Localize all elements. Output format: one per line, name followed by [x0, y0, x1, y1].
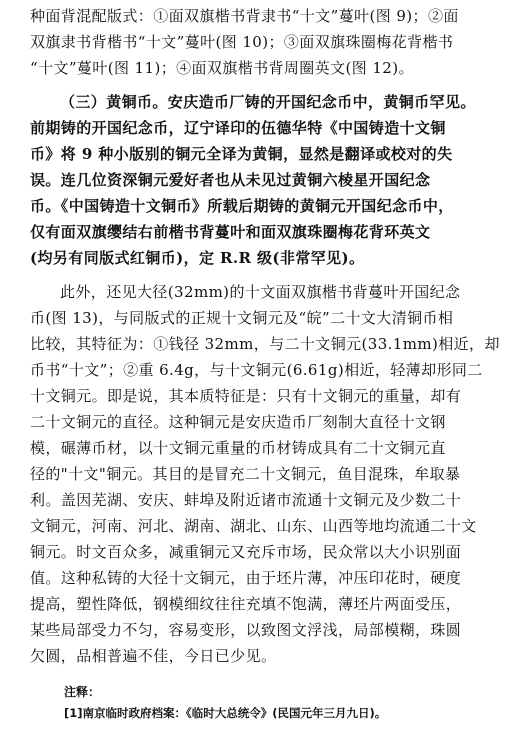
text-line: 种面背混配版式：①面双旗楷书背隶书“十文”蔓叶(图 9)；②面: [30, 7, 459, 25]
text-line: 币书“十文”；②重 6.4g，与十文铜元(6.61g)相近，轻薄却形同二: [30, 361, 483, 379]
text-line: 提高，塑性降低，钢模细纹往往充填不饱满，薄坯片两面受压，: [30, 595, 462, 613]
text-line: 误。连几位资深铜元爱好者也从未见过黄铜六棱星开国纪念: [30, 171, 431, 189]
text-line: 币》将 9 种小版别的铜元全译为黄铜，显然是翻译或校对的失: [30, 145, 453, 163]
text-line: 模，碾薄币材，以十文铜元重量的币材铸成具有二十文铜元直: [30, 439, 446, 457]
text-line: 欠圆，品相普遍不佳，今日已少见。: [30, 647, 277, 665]
text-line: 利。盖因芜湖、安庆、蚌埠及附近诸市流通十文铜元及少数二十: [30, 491, 462, 509]
note-item: [1]南京临时政府档案：《临时大总统令》(民国元年三月九日)。: [64, 706, 387, 720]
text-line: 仅有面双旗缨结右前楷书背蔓叶和面双旗珠圈梅花背环英文: [30, 223, 431, 241]
notes-title: 注释：: [64, 685, 101, 699]
text-line: (均另有同版式红铜币)，定 R.R 级(非常罕见)。: [30, 249, 365, 267]
text-line: 币(图 13)，与同版式的正规十文铜元及“皖”二十文大清铜币相: [30, 309, 454, 327]
text-line: 前期铸的开国纪念币，辽宁译印的伍德华特《中国铸造十文铜: [30, 119, 446, 137]
text-line: 文铜元，河南、河北、湖南、湖北、山东、山西等地均流通二十文: [30, 517, 477, 535]
text-line: 值。这种私铸的大径十文铜元，由于坯片薄，冲压印花时，硬度: [30, 569, 462, 587]
text-line: 某些局部受力不匀，容易变形，以致图文浮浅，局部模糊，珠圆: [30, 621, 462, 639]
text-line: 币。《中国铸造十文铜币》所载后期铸的黄铜元开国纪念币中，: [30, 197, 454, 215]
text-line: 此外，还见大径(32mm)的十文面双旗楷书背蔓叶开国纪念: [60, 283, 461, 301]
text-line: 双旗隶书背楷书“十文”蔓叶(图 10)；③面双旗珠圈梅花背楷书: [30, 33, 454, 51]
text-line: 十文铜元。即是说，其本质特征是：只有十文铜元的重量，却有: [30, 387, 462, 405]
text-line: 二十文铜元的直径。这种铜元是安庆造币厂刻制大直径十文钢: [30, 413, 446, 431]
text-line: 比较，其特征为：①钱径 32mm，与二十文铜元(33.1mm)相近，却: [30, 335, 500, 353]
text-line: 铜元。时文百众多，减重铜元又充斥市场，民众常以大小识别面: [30, 543, 462, 561]
text-line: 径的"十文"铜元。其目的是冒充二十文铜元，鱼目混珠，牟取暴: [30, 465, 461, 483]
text-line: （三）黄铜币。安庆造币厂铸的开国纪念币中，黄铜币罕见。: [60, 93, 476, 111]
text-line: “十文”蔓叶(图 11)；④面双旗楷书背周圈英文(图 12)。: [30, 59, 414, 77]
